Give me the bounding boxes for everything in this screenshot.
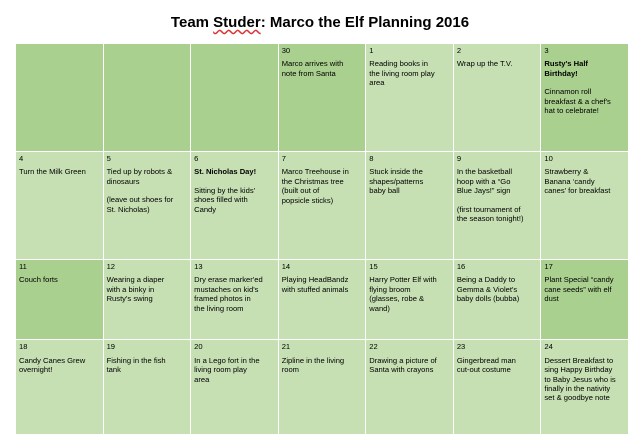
day-number: 23	[456, 342, 466, 352]
calendar-week-row	[16, 340, 629, 435]
title-team: Team	[170, 14, 214, 31]
day-activity-text: Dry erase marker'ed	[194, 275, 263, 285]
day-activity-text: Candy Canes Grew	[19, 355, 86, 365]
day-activity-text: tank	[106, 365, 121, 375]
calendar-day-cell[interactable]	[278, 259, 366, 340]
calendar-day-cell[interactable]	[191, 259, 279, 340]
day-number: 6	[194, 153, 199, 163]
day-activity-text: Wearing a diaper	[106, 275, 165, 285]
calendar-day-cell[interactable]	[453, 340, 541, 435]
day-activity-text: overnight!	[19, 365, 53, 375]
day-number: 15	[369, 261, 378, 271]
day-activity-text: (glasses, robe &	[369, 294, 425, 304]
day-activity-text: Playing HeadBandz	[281, 275, 349, 285]
day-activity-text: the Christmas tree	[281, 176, 344, 186]
day-activity-text: Turn the Milk Green	[19, 167, 86, 177]
day-activity-text: In a Lego fort in the	[194, 355, 260, 365]
day-activity-text: sing Happy Birthday	[544, 365, 613, 375]
day-activity-text: flying broom	[369, 284, 411, 294]
day-number: 17	[544, 261, 553, 271]
day-activity-text: hoop with a “Go	[456, 176, 511, 186]
day-number: 22	[369, 342, 378, 352]
day-activity-text: to Baby Jesus who is	[544, 374, 616, 384]
day-activity-text: breakfast & a chef's	[544, 96, 611, 106]
day-activity-text: Harry Potter Elf with	[369, 275, 437, 285]
day-activity-text: Candy	[194, 204, 217, 214]
day-activity-text: shapes/patterns	[369, 176, 424, 186]
day-number: 2	[456, 46, 462, 55]
day-activity-text: Drawing a picture of	[369, 355, 437, 365]
calendar-day-cell[interactable]	[278, 44, 366, 152]
day-number: 18	[19, 342, 28, 352]
day-number: 7	[281, 153, 286, 163]
day-activity-text: Gingerbread man	[456, 355, 516, 365]
day-number: 16	[456, 261, 466, 271]
day-activity-text: In the basketball	[456, 167, 513, 177]
day-activity-text: Stuck inside the	[369, 167, 423, 177]
day-activity-text: (built out of	[281, 186, 320, 196]
calendar-day-cell[interactable]	[191, 44, 279, 152]
day-activity-text: Gemma & Violet's	[456, 284, 518, 294]
calendar-day-cell[interactable]	[16, 259, 104, 340]
calendar-day-cell[interactable]	[103, 151, 191, 259]
day-number: 13	[194, 261, 203, 271]
day-activity-text: Fishing in the fish	[106, 355, 166, 365]
calendar-day-cell[interactable]	[541, 340, 629, 435]
day-activity-text: canes’ for breakfast	[544, 186, 611, 196]
day-activity-text: framed photos in	[194, 294, 251, 304]
calendar-week-row	[16, 259, 629, 340]
calendar-day-cell[interactable]	[541, 44, 629, 152]
day-number: 21	[281, 342, 291, 352]
calendar-day-cell[interactable]	[103, 340, 191, 435]
title-rest: : Marco the Elf Planning 2016	[260, 14, 470, 31]
day-note-text: (first tournament of	[456, 204, 521, 214]
day-activity-text: Cinnamon roll	[544, 87, 592, 97]
day-highlight-text: Birthday!	[544, 68, 578, 78]
day-highlight-text: Rusty's Half	[544, 59, 588, 69]
day-activity-text: popsicle sticks)	[281, 195, 334, 205]
calendar-table	[15, 43, 629, 435]
day-activity-text: wand)	[369, 303, 390, 313]
day-activity-text: Santa with crayons	[369, 365, 434, 375]
day-activity-text: cut-out costume	[456, 365, 511, 375]
day-number: 11	[19, 261, 27, 271]
day-number: 30	[281, 46, 291, 55]
day-number: 9	[456, 153, 462, 163]
day-activity-text: cane seeds” with elf	[544, 284, 612, 294]
day-activity-text: Reading books in	[369, 59, 428, 69]
calendar-day-cell[interactable]	[16, 340, 104, 435]
day-number: 1	[369, 46, 374, 55]
calendar-week-row	[16, 151, 629, 259]
day-activity-text: baby ball	[369, 186, 400, 196]
day-activity-text: baby dolls (bubba)	[456, 294, 520, 304]
calendar-day-cell[interactable]	[366, 259, 454, 340]
day-note-text: St. Nicholas)	[106, 204, 150, 214]
calendar-day-cell[interactable]	[453, 44, 541, 152]
day-activity-text: shoes filled with	[194, 195, 248, 205]
day-activity-text: the living room	[194, 303, 244, 313]
calendar-day-cell[interactable]	[191, 151, 279, 259]
day-activity-text: Marco arrives with	[281, 59, 344, 69]
calendar-week-row	[16, 44, 629, 152]
calendar-day-cell[interactable]	[278, 340, 366, 435]
day-activity-text: dinosaurs	[106, 176, 140, 186]
calendar-day-cell[interactable]	[453, 259, 541, 340]
calendar-day-cell[interactable]	[278, 151, 366, 259]
calendar-day-cell[interactable]	[541, 259, 629, 340]
calendar-day-cell[interactable]	[191, 340, 279, 435]
day-number: 8	[369, 153, 374, 163]
day-activity-text: Tied up by robots &	[106, 167, 173, 177]
day-activity-text: Rusty's swing	[106, 294, 153, 304]
day-activity-text: note from Santa	[281, 68, 336, 78]
day-activity-text: hat to celebrate!	[544, 106, 599, 116]
day-activity-text: set & goodbye note	[544, 393, 610, 403]
day-number: 4	[19, 153, 24, 163]
day-activity-text: the living room play	[369, 68, 435, 78]
day-activity-text: Marco Treehouse in	[281, 167, 349, 177]
day-activity-text: Wrap up the T.V.	[456, 59, 513, 69]
day-activity-text: Being a Daddy to	[456, 275, 516, 285]
day-number: 20	[194, 342, 203, 352]
day-activity-text: Strawberry &	[544, 167, 589, 177]
calendar-day-cell[interactable]	[541, 151, 629, 259]
day-note-text: the season tonight!)	[456, 213, 524, 223]
day-number: 24	[544, 342, 553, 352]
day-highlight-text: St. Nicholas Day!	[194, 167, 257, 177]
title-team-name: Studer	[213, 14, 261, 31]
day-number: 14	[281, 261, 291, 271]
calendar-day-cell[interactable]	[366, 151, 454, 259]
day-activity-text: area	[194, 374, 210, 384]
day-number: 19	[106, 342, 116, 352]
calendar-day-cell[interactable]	[103, 44, 191, 152]
calendar-day-cell[interactable]	[16, 44, 104, 152]
calendar-day-cell[interactable]	[366, 44, 454, 152]
day-activity-text: Zipline in the living	[281, 355, 345, 365]
calendar-day-cell[interactable]	[16, 151, 104, 259]
day-number: 5	[106, 153, 111, 163]
calendar-day-cell[interactable]	[103, 259, 191, 340]
day-number: 3	[544, 46, 549, 55]
day-activity-text: Plant Special “candy	[544, 275, 614, 285]
day-activity-text: living room play	[194, 365, 247, 375]
day-activity-text: Couch forts	[19, 275, 58, 285]
day-number: 10	[544, 153, 553, 163]
page-title	[0, 14, 640, 31]
day-activity-text: mustaches on kid's	[194, 284, 259, 294]
day-activity-text: finally in the nativity	[544, 384, 611, 394]
day-activity-text: with a binky in	[106, 284, 155, 294]
day-activity-text: Sitting by the kids'	[194, 185, 256, 195]
day-activity-text: Blue Jays!” sign	[456, 186, 511, 196]
day-activity-text: room	[281, 365, 299, 375]
calendar-day-cell[interactable]	[453, 151, 541, 259]
day-note-text: (leave out shoes for	[106, 195, 174, 205]
calendar-day-cell[interactable]	[366, 340, 454, 435]
day-activity-text: Dessert Breakfast to	[544, 355, 614, 365]
day-number: 12	[106, 261, 116, 271]
day-activity-text: with stuffed animals	[281, 284, 349, 294]
day-activity-text: area	[369, 78, 385, 88]
day-activity-text: dust	[544, 294, 559, 304]
day-activity-text: Banana ‘candy	[544, 176, 595, 186]
